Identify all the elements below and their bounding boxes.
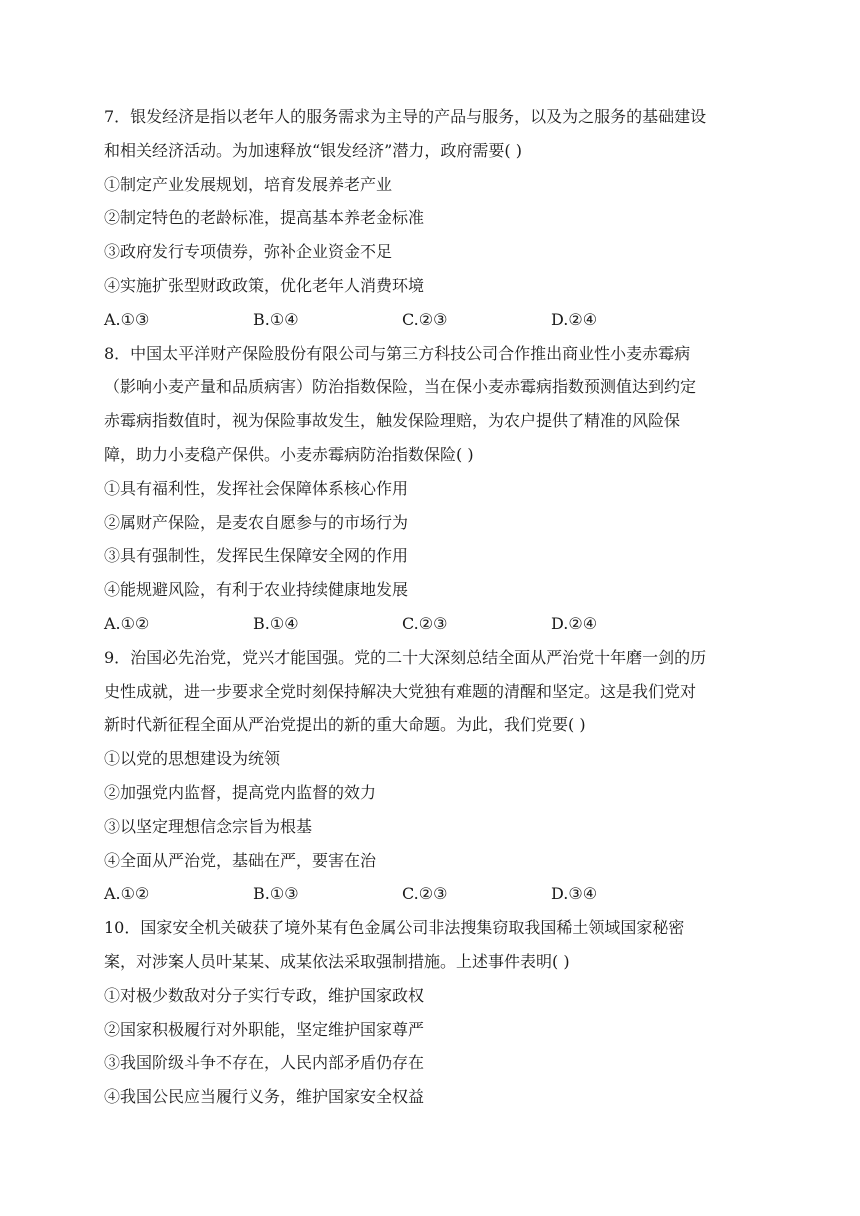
statement-option: ①制定产业发展规划，培育发展养老产业 — [104, 174, 393, 194]
statement-option: ②国家积极履行对外职能，坚定维护国家尊严 — [104, 1019, 425, 1039]
question-stem-line: （影响小麦产量和品质病害）防治指数保险，当在保小麦赤霉病指数预测值达到约定 — [104, 377, 697, 397]
answer-choice-b: B.①④ — [253, 613, 299, 633]
question-stem-line: 9．治国必先治党，党兴才能国强。党的二十大深刻总结全面从严治党十年磨一剑的历 — [104, 647, 707, 667]
question-stem-line: 和相关经济活动。为加速释放“银发经济”潜力，政府需要( ) — [104, 140, 522, 160]
answer-choice-b: B.①④ — [253, 309, 299, 329]
statement-option: ④能规避风险，有利于农业持续健康地发展 — [104, 580, 409, 600]
answer-choice-d: D.②④ — [551, 613, 598, 633]
question-stem-line: 新时代新征程全面从严治党提出的新的重大命题。为此，我们党要( ) — [104, 715, 586, 735]
answer-choice-a: A.①③ — [104, 309, 150, 329]
answer-choice-a: A.①② — [104, 613, 150, 633]
statement-option: ①对极少数敌对分子实行专政，维护国家政权 — [104, 985, 425, 1005]
question-stem-line: 10．国家安全机关破获了境外某有色金属公司非法搜集窃取我国稀土领域国家秘密 — [104, 918, 685, 938]
question-stem-line: 案，对涉案人员叶某某、成某依法采取强制措施。上述事件表明( ) — [104, 951, 570, 971]
answer-choice-d: D.③④ — [551, 884, 598, 904]
question-stem-line: 7．银发经济是指以老年人的服务需求为主导的产品与服务，以及为之服务的基础建设 — [104, 107, 707, 126]
statement-option: ②加强党内监督，提高党内监督的效力 — [104, 782, 377, 802]
answer-choice-c: C.②③ — [402, 613, 448, 633]
statement-option: ②制定特色的老龄标准，提高基本养老金标准 — [104, 208, 425, 228]
question-10 — [104, 911, 760, 1114]
exam-page — [104, 100, 760, 1114]
statement-option: ③具有强制性，发挥民生保障安全网的作用 — [104, 546, 409, 566]
statement-option: ④全面从严治党，基础在严，要害在治 — [104, 850, 377, 870]
question-7 — [104, 100, 760, 337]
answer-choices — [104, 303, 760, 337]
statement-option: ②属财产保险，是麦农自愿参与的市场行为 — [104, 512, 409, 532]
answer-choice-c: C.②③ — [402, 884, 448, 904]
statement-option: ④实施扩张型财政政策，优化老年人消费环境 — [104, 275, 425, 295]
statement-option: ③政府发行专项债券，弥补企业资金不足 — [104, 242, 393, 262]
question-stem-line: 赤霉病指数值时，视为保险事故发生，触发保险理赔，为农户提供了精准的风险保 — [104, 411, 681, 431]
answer-choice-c: C.②③ — [402, 309, 448, 329]
answer-choice-b: B.①③ — [253, 884, 299, 904]
question-8 — [104, 337, 760, 641]
answer-choices — [104, 877, 760, 911]
answer-choice-d: D.②④ — [551, 309, 598, 329]
statement-option: ④我国公民应当履行义务，维护国家安全权益 — [104, 1087, 425, 1107]
statement-option: ①以党的思想建设为统领 — [104, 749, 281, 769]
question-stem-line: 8．中国太平洋财产保险股份有限公司与第三方科技公司合作推出商业性小麦赤霉病 — [104, 343, 691, 363]
statement-option: ③我国阶级斗争不存在，人民内部矛盾仍存在 — [104, 1053, 425, 1073]
statement-option: ③以坚定理想信念宗旨为根基 — [104, 816, 313, 836]
question-stem-line: 障，助力小麦稳产保供。小麦赤霉病防治指数保险( ) — [104, 444, 474, 464]
question-9 — [104, 641, 760, 911]
question-stem-line: 史性成就，进一步要求全党时刻保持解决大党独有难题的清醒和坚定。这是我们党对 — [104, 681, 697, 701]
answer-choices — [104, 607, 760, 641]
answer-choice-a: A.①② — [104, 884, 150, 904]
statement-option: ①具有福利性，发挥社会保障体系核心作用 — [104, 478, 409, 498]
